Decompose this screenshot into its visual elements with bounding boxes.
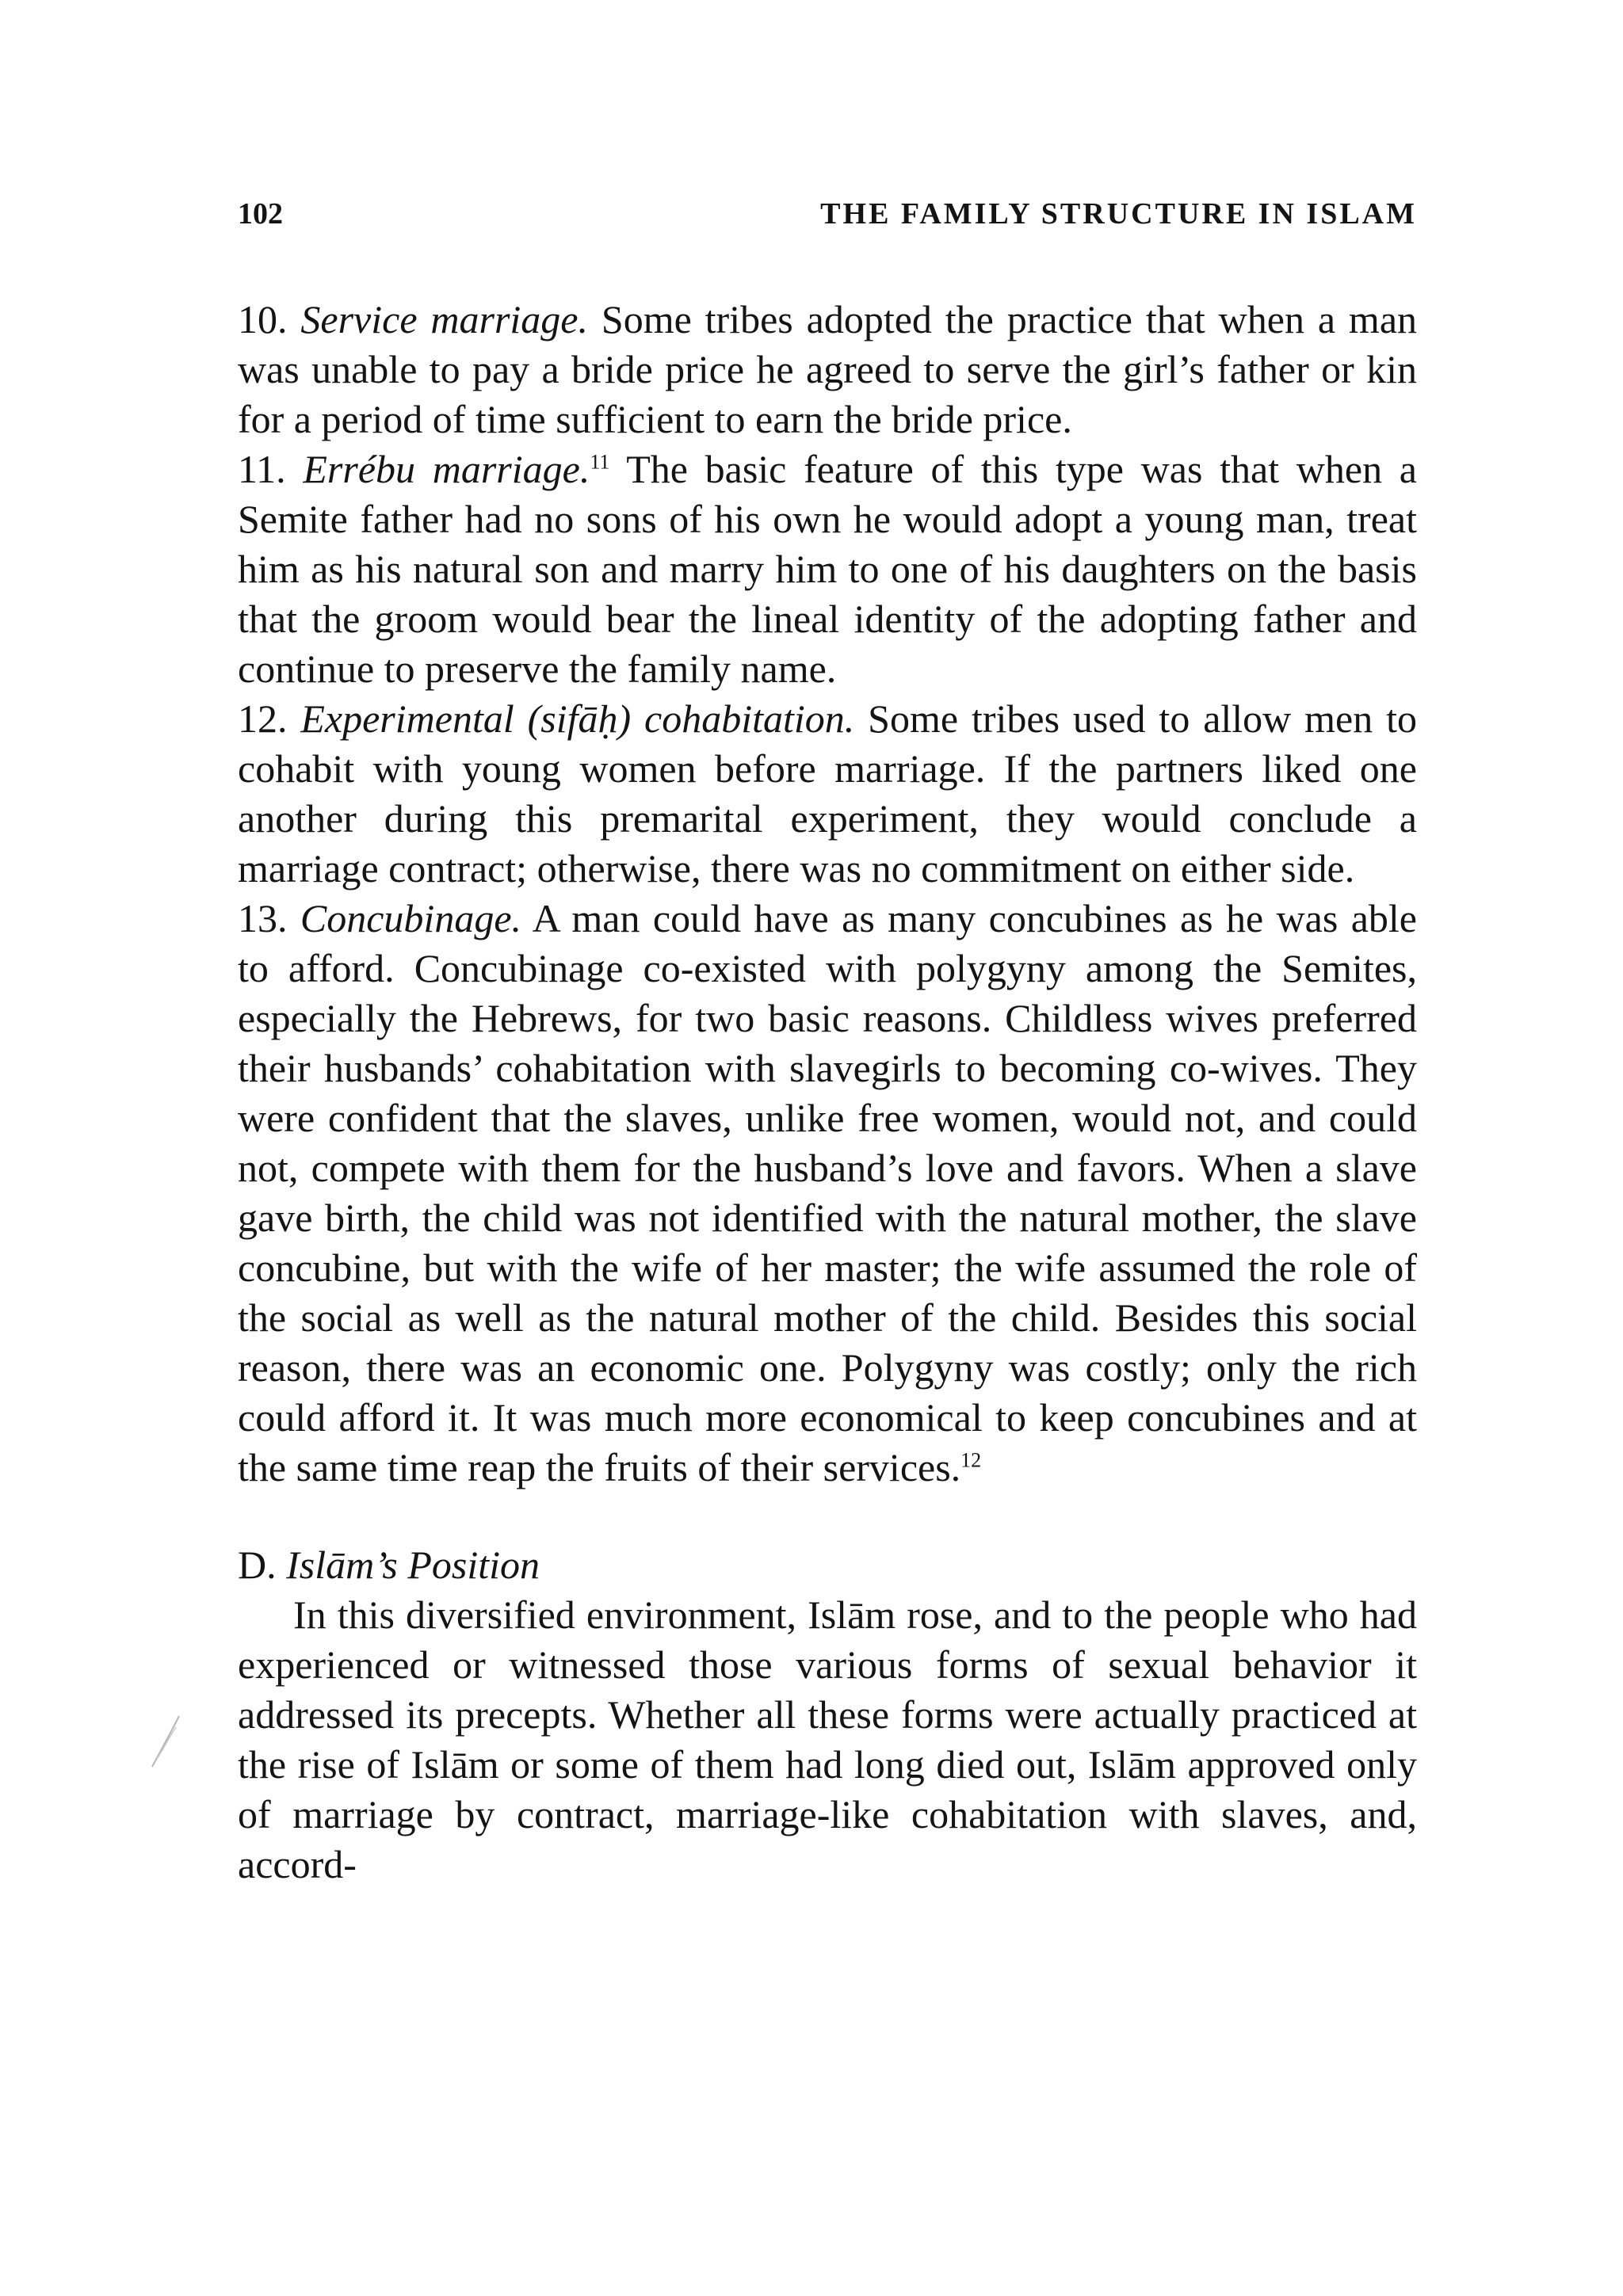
section-title: Islām’s Position [286,1543,540,1587]
item-number: 10. [238,297,288,341]
page-header [238,196,1417,244]
list-item [238,694,1417,894]
item-number: 12. [238,696,288,741]
item-text: The basic feature of this type was that when a Semite father had no sons of his own he would adopt a young man, treat him as his natural son and marry him to one of his daughters on the basis that the groom would bear the lineal identity of the adopting father and continue to preserve the family name. [238,447,1417,691]
item-term: Errébu marriage. [303,447,590,491]
section-label: D. [238,1543,277,1587]
item-number: 13. [238,896,288,940]
item-text: A man could have as many concubines as he was able to afford. Concubinage co-existed with polygyny among the Semites, especially the Hebrews, for two basic reasons. Childless wives preferred their husbands’ cohabitation with slavegirls to becoming co-wives. They were confident that the slaves, unlike free women, would not, and could not, compete with them for the husband’s love and favors. When a slave gave birth, the child was not identified with the natural mother, the slave concubine, but with the wife of her master; the wife assumed the role of the social as well as the natural mother of the child. Besides this social reason, there was an economic one. Polygyny was costly; only the rich could afford it. It was much more economical to keep concubines and at the same time reap the fruits of their services. [238,896,1417,1489]
list-item [238,444,1417,694]
section-heading [238,1540,1417,1590]
running-title: THE FAMILY STRUCTURE IN ISLAM [820,197,1417,231]
footnote-ref: 11 [590,450,610,474]
item-number: 11. [238,447,286,491]
section-paragraph: In this diversified environment, Islām rose, and to the people who had experienced or witnessed those various forms of sexual behavior it addressed its precepts. Whether all these forms were actually practiced at the rise of Islām or some of them had long died out, Islām approved only of marriage by contract, marriage-like cohabitation with slaves, and, accord- [238,1592,1417,1886]
item-term: Experimental (sifāḥ) cohabitation. [300,696,855,741]
item-text: Some tribes adopted the practice that when a man was unable to pay a bride price he agreed to serve the girl’s father or kin for a period of time sufficient to earn the bride price. [238,297,1418,441]
margin-pencil-mark [141,1711,189,1775]
body-text [238,295,1417,1890]
item-text: Some tribes used to allow men to cohabit with young women before marriage. If the partners liked one another during this premarital experiment, they would conclude a marriage contract; otherwise, there was no commitment on either side. [238,696,1417,891]
item-term: Service marriage. [300,297,588,341]
list-item [238,295,1417,444]
page-number: 102 [238,197,283,231]
footnote-ref: 12 [960,1448,982,1472]
item-term: Concubinage. [300,896,522,940]
list-item [238,894,1417,1493]
